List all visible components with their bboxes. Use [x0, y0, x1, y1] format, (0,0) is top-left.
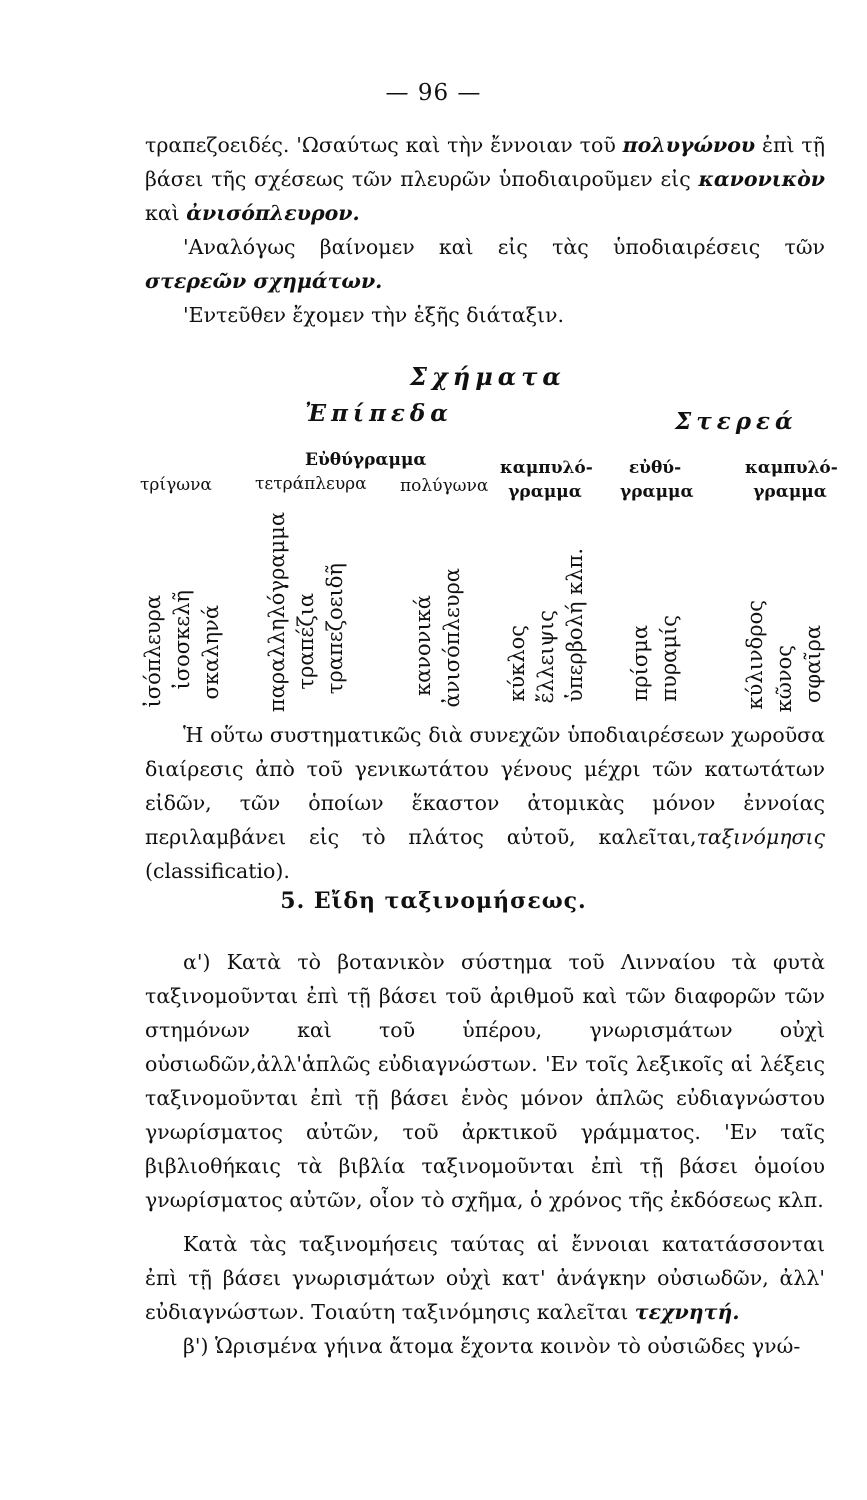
leaf-pyramid: πυραμίς [657, 615, 681, 702]
leaf-hyperbola: ὑπερβολή κλπ. [563, 548, 587, 703]
heading-rectilinear-solid: εὐθύ-γραμμα [620, 458, 694, 502]
leaf-cone: κῶνος [772, 645, 796, 713]
leaf-prism: πρίσμα [628, 625, 652, 702]
heading-polygons: πολύγωνα [400, 476, 489, 496]
leaf-cylinder: κύλινδρος [743, 600, 767, 710]
section-heading: 5. Εἴδη ταξινομήσεως. [280, 888, 587, 914]
term-regular: κανονικὸν [698, 167, 825, 191]
leaf-isosceles: ἰσοσκελῆ [170, 590, 194, 690]
leaf-irregular: ἀνισόπλευρα [440, 568, 464, 708]
body-paragraph-3: β') Ὡρισμένα γήινα ἄτομα ἔχοντα κοινὸν τὸ οὐσιῶδες γνώ- [183, 1334, 801, 1358]
leaf-ellipse: ἔλλειψις [534, 610, 558, 704]
leaf-circle: κύκλος [505, 625, 529, 702]
term-artificial: τεχνητή. [634, 1300, 740, 1324]
term-taxinomisis: ταξινόμησις [696, 825, 825, 849]
body-paragraph-2: Κατὰ τὰς ταξινομήσεις ταύτας αἱ ἔννοιαι κατατάσσονται ἐπὶ τῇ βάσει γνωρισμάτων οὐχὶ κατ' ἀνάγκην οὐσιωδῶν, ἀλλ' εὐδιαγνώστων. Τοιαύτη ταξινόμησις καλεῖται τεχνητή. [145, 1232, 825, 1324]
after-diagram-text [145, 718, 825, 888]
diagram-title: Σχήματα [410, 362, 566, 391]
leaf-trapezium: τραπέζια [294, 593, 318, 690]
intro-paragraph-3: 'Εντεῦθεν ἔχομεν τὴν ἑξῆς διάταξιν. [183, 303, 565, 327]
leaf-trapezoid: τραπεζοειδῆ [323, 563, 347, 695]
leaf-scalene: σκαληνά [199, 605, 223, 700]
leaf-parallelogram: παραλληλόγραμμα [265, 512, 289, 713]
heading-curvilinear-solid: καμπυλό-γραμμα [745, 458, 838, 502]
intro-paragraph-2: 'Αναλόγως βαίνομεν καὶ εἰς τὰς ὑποδιαιρέσεις τῶν στερεῶν σχημάτων. [145, 235, 825, 293]
heading-curvilinear-flat: καμπυλό-γραμμα [500, 458, 593, 502]
heading-quadrilaterals: τετράπλευρα [255, 474, 367, 494]
heading-triangles: τρίγωνα [140, 475, 212, 495]
heading-solid: Στερεά [675, 408, 798, 435]
leaf-equilateral: ἰσόπλευρα [141, 595, 165, 708]
leaf-sphere: σφαῖρα [801, 625, 825, 703]
term-solid-figures: στερεῶν σχημάτων. [145, 269, 383, 293]
intro-text [145, 128, 825, 332]
term-irregular: ἀνισόπλευρον. [186, 201, 360, 225]
intro-paragraph-1: τραπεζοειδές. 'Ωσαύτως καὶ τὴν ἔννοιαν τοῦ πολυγώνου ἐπὶ τῇ βάσει τῆς σχέσεως τῶν πλευρῶν ὑποδιαιροῦμεν εἰς κανονικὸν καὶ ἀνισόπλευρον. [145, 133, 825, 225]
body-paragraph-1: α') Κατὰ τὸ βοτανικὸν σύστημα τοῦ Λινναίου τὰ φυτὰ ταξινομοῦνται ἐπὶ τῇ βάσει τοῦ ἀριθμοῦ καὶ τῶν διαφορῶν τῶν στημόνων καὶ τοῦ ὑπέρου, γνωρισμάτων οὐχὶ οὐσιωδῶν,ἀλλ'ἁπλῶς εὐδιαγνώστων. 'Εν τοῖς λεξικοῖς αἱ λέξεις ταξινομοῦνται ἐπὶ τῇ βάσει ἑνὸς μόνον ἁπλῶς εὐδιαγνώστου γνωρίσματος αὐτῶν, τοῦ ἀρκτικοῦ γράμματος. 'Εν ταῖς βιβλιοθήκαις τὰ βιβλία ταξινομοῦνται ἐπὶ τῇ βάσει ὁμοίου γνωρίσματος αὐτῶν, οἷον τὸ σχῆμα, ὁ χρόνος τῆς ἐκδόσεως κλπ. [145, 950, 825, 1212]
term-polygon: πολυγώνου [622, 133, 756, 157]
section-body [145, 945, 825, 1363]
leaf-regular: κανονικά [411, 595, 435, 697]
classification-paragraph: Ἡ οὕτω συστηματικῶς διὰ συνεχῶν ὑποδιαιρέσεων χωροῦσα διαίρεσις ἀπὸ τοῦ γενικωτάτου γένους μέχρι τῶν κατωτάτων εἰδῶν, τῶν ὁποίων ἕκαστον ἀτομικὰς μόνον ἐννοίας περιλαμβάνει εἰς τὸ πλάτος αὐτοῦ, καλεῖται,ταξινόμησις (classificatio). [145, 723, 825, 883]
heading-rectilinear: Εὐθύγραμμα [305, 450, 427, 470]
heading-flat: Ἐπίπεδα [305, 400, 453, 427]
page-number: — 96 — [385, 80, 482, 106]
